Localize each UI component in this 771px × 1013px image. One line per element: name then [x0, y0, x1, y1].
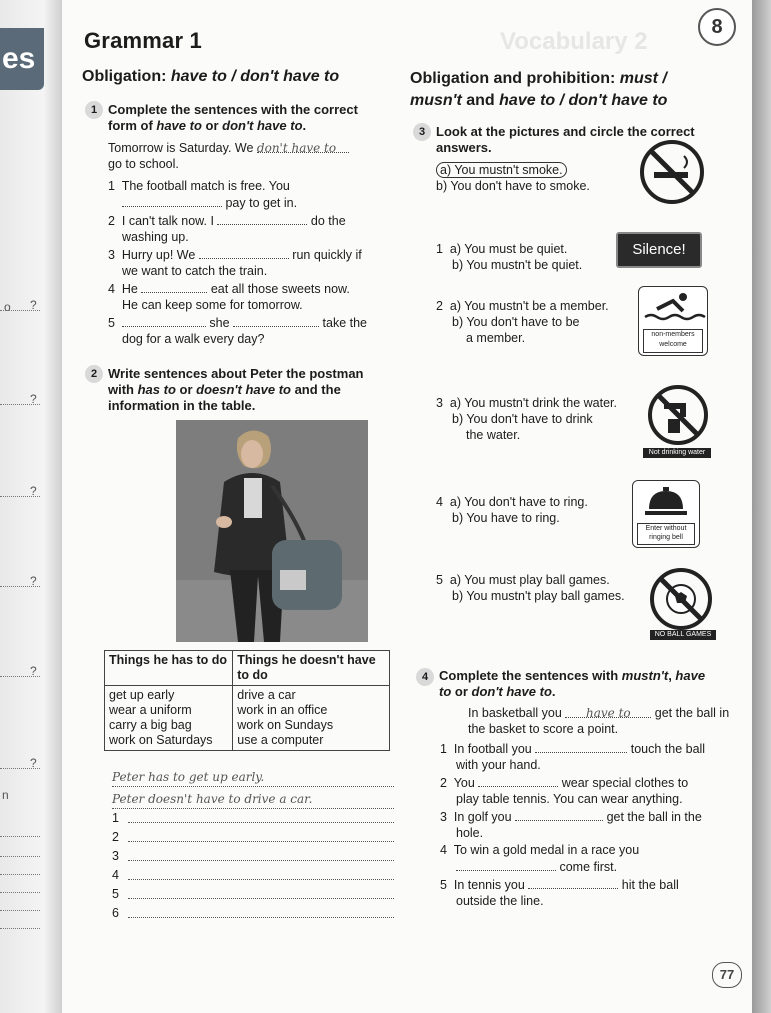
sign-caption: non-members welcome [643, 329, 703, 353]
exercise-number-3: 3 [413, 123, 431, 141]
non-members-welcome-sign [638, 286, 708, 356]
prev-page-line [0, 928, 40, 929]
football-icon [654, 572, 708, 626]
table-header-has-to: Things he has to do [105, 651, 233, 686]
unit-number-badge: 8 [698, 8, 736, 46]
peter-table [104, 650, 390, 751]
answer-line[interactable] [128, 841, 394, 842]
prev-page-line [0, 836, 40, 837]
table-cell-doesnt-have-to: drive a car work in an office work on Sundays use a computer [233, 686, 390, 751]
prev-page-line [0, 856, 40, 857]
prev-page-mark: ? [30, 574, 37, 588]
exercise-3-item-5: 5 a) You must play ball games. b) You mustn't play ball games. [436, 573, 625, 603]
answer-line-label: 2 [112, 830, 119, 844]
answer-blank[interactable] [515, 808, 603, 821]
prev-page-line [0, 874, 40, 875]
prev-page-line [0, 310, 40, 311]
exercise-2-instructions: Write sentences about Peter the postman with has to or doesn't have to and the information in the table. [108, 366, 364, 413]
exercise-4-item-2: 2 You wear special clothes to play table tennis. You can wear anything. [440, 776, 689, 806]
sign-caption: NO BALL GAMES [650, 630, 716, 640]
circled-answer: a) You mustn't smoke. [436, 162, 567, 178]
answer-line[interactable] [128, 879, 394, 880]
exercise-1-item-3: 3 Hurry up! We run quickly if we want to catch the train. [108, 248, 362, 278]
prev-page-line [0, 676, 40, 677]
prev-page-line [0, 910, 40, 911]
exercise-4-item-4: 4 To win a gold medal in a race you come first. [440, 843, 640, 874]
exercise-3-item-2: 2 a) You mustn't be a member. b) You don't have to be a member. [436, 299, 609, 345]
answer-line[interactable] [128, 822, 394, 823]
answer-line-label: 1 [112, 811, 119, 825]
exercise-1-item-2: 2 I can't talk now. I do the washing up. [108, 214, 346, 244]
postman-illustration [176, 420, 368, 642]
example-answer: have to [565, 705, 651, 718]
ghost-heading: Vocabulary 2 [500, 28, 648, 55]
bell-icon [633, 481, 699, 521]
answer-line[interactable] [128, 917, 394, 918]
prev-page-line [0, 496, 40, 497]
example-answer-line-1: Peter has to get up early. [112, 768, 394, 787]
exercise-3-instructions: Look at the pictures and circle the correct answers. [436, 124, 695, 155]
answer-line[interactable] [128, 898, 394, 899]
exercise-1-instructions: Complete the sentences with the correct form of have to or don't have to. [108, 102, 358, 133]
prev-page-mark: o [4, 300, 11, 314]
page-title: Grammar 1 [84, 28, 202, 53]
exercise-number-4: 4 [416, 668, 434, 686]
answer-blank[interactable] [217, 212, 307, 225]
sign-caption: Enter without ringing bell [637, 523, 695, 545]
answer-blank[interactable] [122, 314, 206, 327]
prev-page-mark: ? [30, 664, 37, 678]
exercise-3-item-4: 4 a) You don't have to ring. b) You have to ring. [436, 495, 588, 525]
answer-blank[interactable] [456, 858, 556, 871]
exercise-1-item-4: 4 He eat all those sweets now. He can keep some for tomorrow. [108, 282, 350, 312]
exercise-4-item-1: 1 In football you touch the ball with your hand. [440, 742, 706, 772]
previous-unit-tab: es [0, 28, 44, 90]
answer-blank[interactable] [199, 246, 289, 259]
exercise-3-item-3: 3 a) You mustn't drink the water. b) You don't have to drink the water. [436, 396, 617, 442]
exercise-4-item-5: 5 In tennis you hit the ball outside the line. [440, 878, 679, 908]
left-section-heading: Obligation: have to / don't have to [82, 68, 340, 85]
example-answer-line-2: Peter doesn't have to drive a car. [112, 790, 394, 809]
swimming-icon [639, 287, 707, 327]
silence-sign: Silence! [616, 232, 702, 268]
no-smoking-icon [644, 144, 700, 200]
exercise-4-example: In basketball you have to get the ball in the basket to score a point. [468, 706, 730, 736]
answer-blank[interactable] [122, 194, 222, 207]
answer-blank[interactable] [233, 314, 319, 327]
prev-page-line [0, 768, 40, 769]
prev-page-mark: ? [30, 484, 37, 498]
exercise-1-item-1: 1 The football match is free. You pay to get in. [108, 179, 298, 210]
answer-line-label: 6 [112, 906, 119, 920]
answer-blank[interactable] [528, 876, 618, 889]
table-header-doesnt-have-to: Things he doesn't have to do [233, 651, 390, 686]
example-answer: don't have to [257, 140, 349, 153]
no-smoking-sign [640, 140, 704, 204]
table-cell-has-to: get up early wear a uniform carry a big bag work on Saturdays [105, 686, 233, 751]
exercise-3-item-1: 1 a) You must be quiet. b) You mustn't be quiet. [436, 242, 583, 272]
answer-line-label: 4 [112, 868, 119, 882]
answer-line[interactable] [128, 860, 394, 861]
answer-blank[interactable] [535, 740, 627, 753]
exercise-1-item-5: 5 she take the dog for a walk every day? [108, 316, 367, 346]
no-ball-games-sign [650, 568, 712, 630]
exercise-1-example: Tomorrow is Saturday. We don't have to go to school. [108, 140, 393, 172]
answer-blank[interactable] [141, 280, 207, 293]
answer-blank[interactable] [478, 774, 558, 787]
exercise-number-2: 2 [85, 365, 103, 383]
previous-page-strip [0, 0, 62, 1013]
page-number: 77 [712, 962, 742, 988]
prev-page-line [0, 586, 40, 587]
exercise-4-item-3: 3 In golf you get the ball in the hole. [440, 810, 702, 840]
prev-page-mark: ? [30, 392, 37, 406]
postman-photo [176, 420, 368, 642]
prev-page-mark: ? [30, 756, 37, 770]
page-edge [752, 0, 771, 1013]
answer-line-label: 5 [112, 887, 119, 901]
exercise-4-instructions: Complete the sentences with mustn't, have to or don't have to. [439, 668, 706, 699]
tap-icon [652, 389, 704, 441]
prev-page-letter: n [2, 788, 9, 802]
no-drinking-water-sign [648, 385, 708, 445]
exercise-3-example: a) You mustn't smoke. b) You don't have to smoke. [436, 163, 590, 193]
prev-page-mark: ? [30, 298, 37, 312]
answer-line-label: 3 [112, 849, 119, 863]
right-section-heading: Obligation and prohibition: must / musn't and have to / don't have to [410, 70, 668, 109]
sign-caption: Not drinking water [643, 448, 711, 458]
enter-without-ringing-sign [632, 480, 700, 548]
prev-page-line [0, 892, 40, 893]
prev-page-line [0, 404, 40, 405]
exercise-number-1: 1 [85, 101, 103, 119]
